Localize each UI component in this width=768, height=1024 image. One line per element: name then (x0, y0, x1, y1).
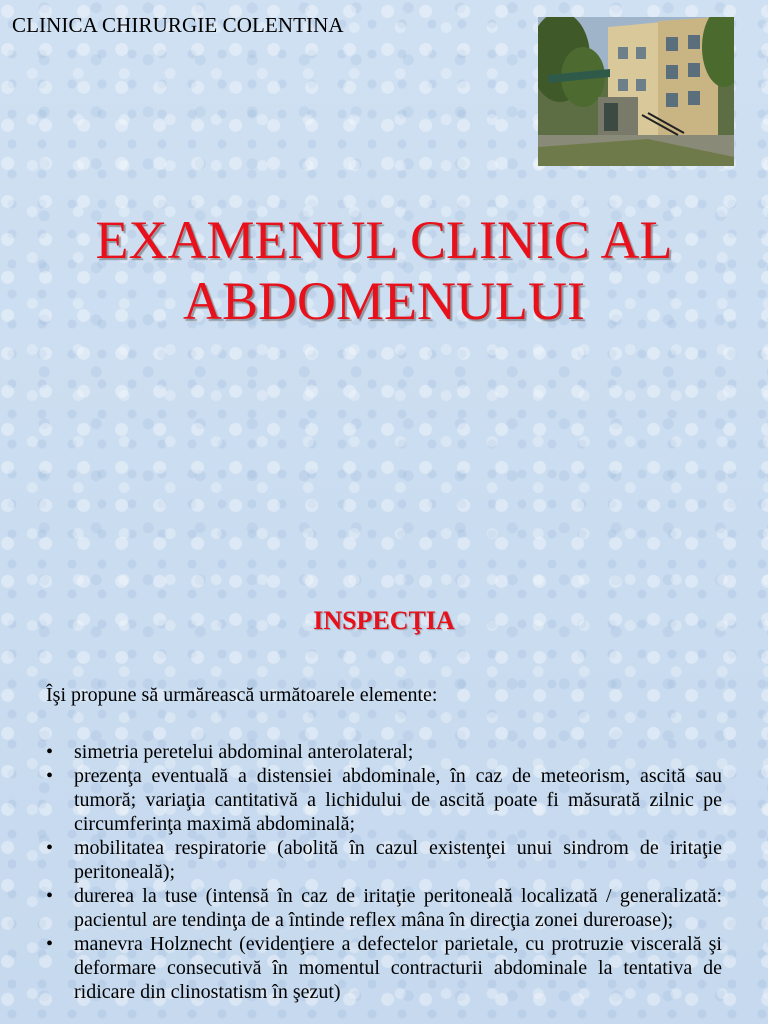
section-heading: INSPECŢIA (313, 606, 455, 635)
list-item: • durerea la tuse (intensă în caz de iritaţie peritoneală localizată / generalizată: pacientul are tendinţa de a întinde reflex mâna în direcţia zonei dureroase); (46, 884, 722, 932)
list-item: • simetria peretelui abdominal anterolateral; (46, 740, 722, 764)
list-item: • mobilitatea respiratorie (abolită în cazul existenţei unui sindrom de iritaţie peritoneală); (46, 836, 722, 884)
list-item: • manevra Holznecht (evidenţiere a defectelor parietale, cu protruzie viscerală şi deformare consecutivă în momentul contracturii abdominale la tentativa de ridicare din clinostatism în şezut) (46, 932, 722, 1004)
main-title (0, 210, 768, 332)
clinic-building-photo (538, 17, 734, 166)
main-title-line2: ABDOMENULUI (183, 271, 585, 331)
building-image (538, 17, 734, 166)
clinic-name: CLINICA CHIRURGIE COLENTINA (12, 13, 344, 37)
list-item: • prezenţa eventuală a distensiei abdominale, în caz de meteorism, ascită sau tumoră; variaţia cantitativă a lichidului de ascită poate fi măsurată zilnic pe circumferinţa maximă abdominală; (46, 764, 722, 836)
bullet-list (46, 740, 722, 1004)
main-title-line1: EXAMENUL CLINIC AL (95, 210, 673, 270)
intro-text: Îşi propune să urmărească următoarele elemente: (46, 684, 438, 706)
